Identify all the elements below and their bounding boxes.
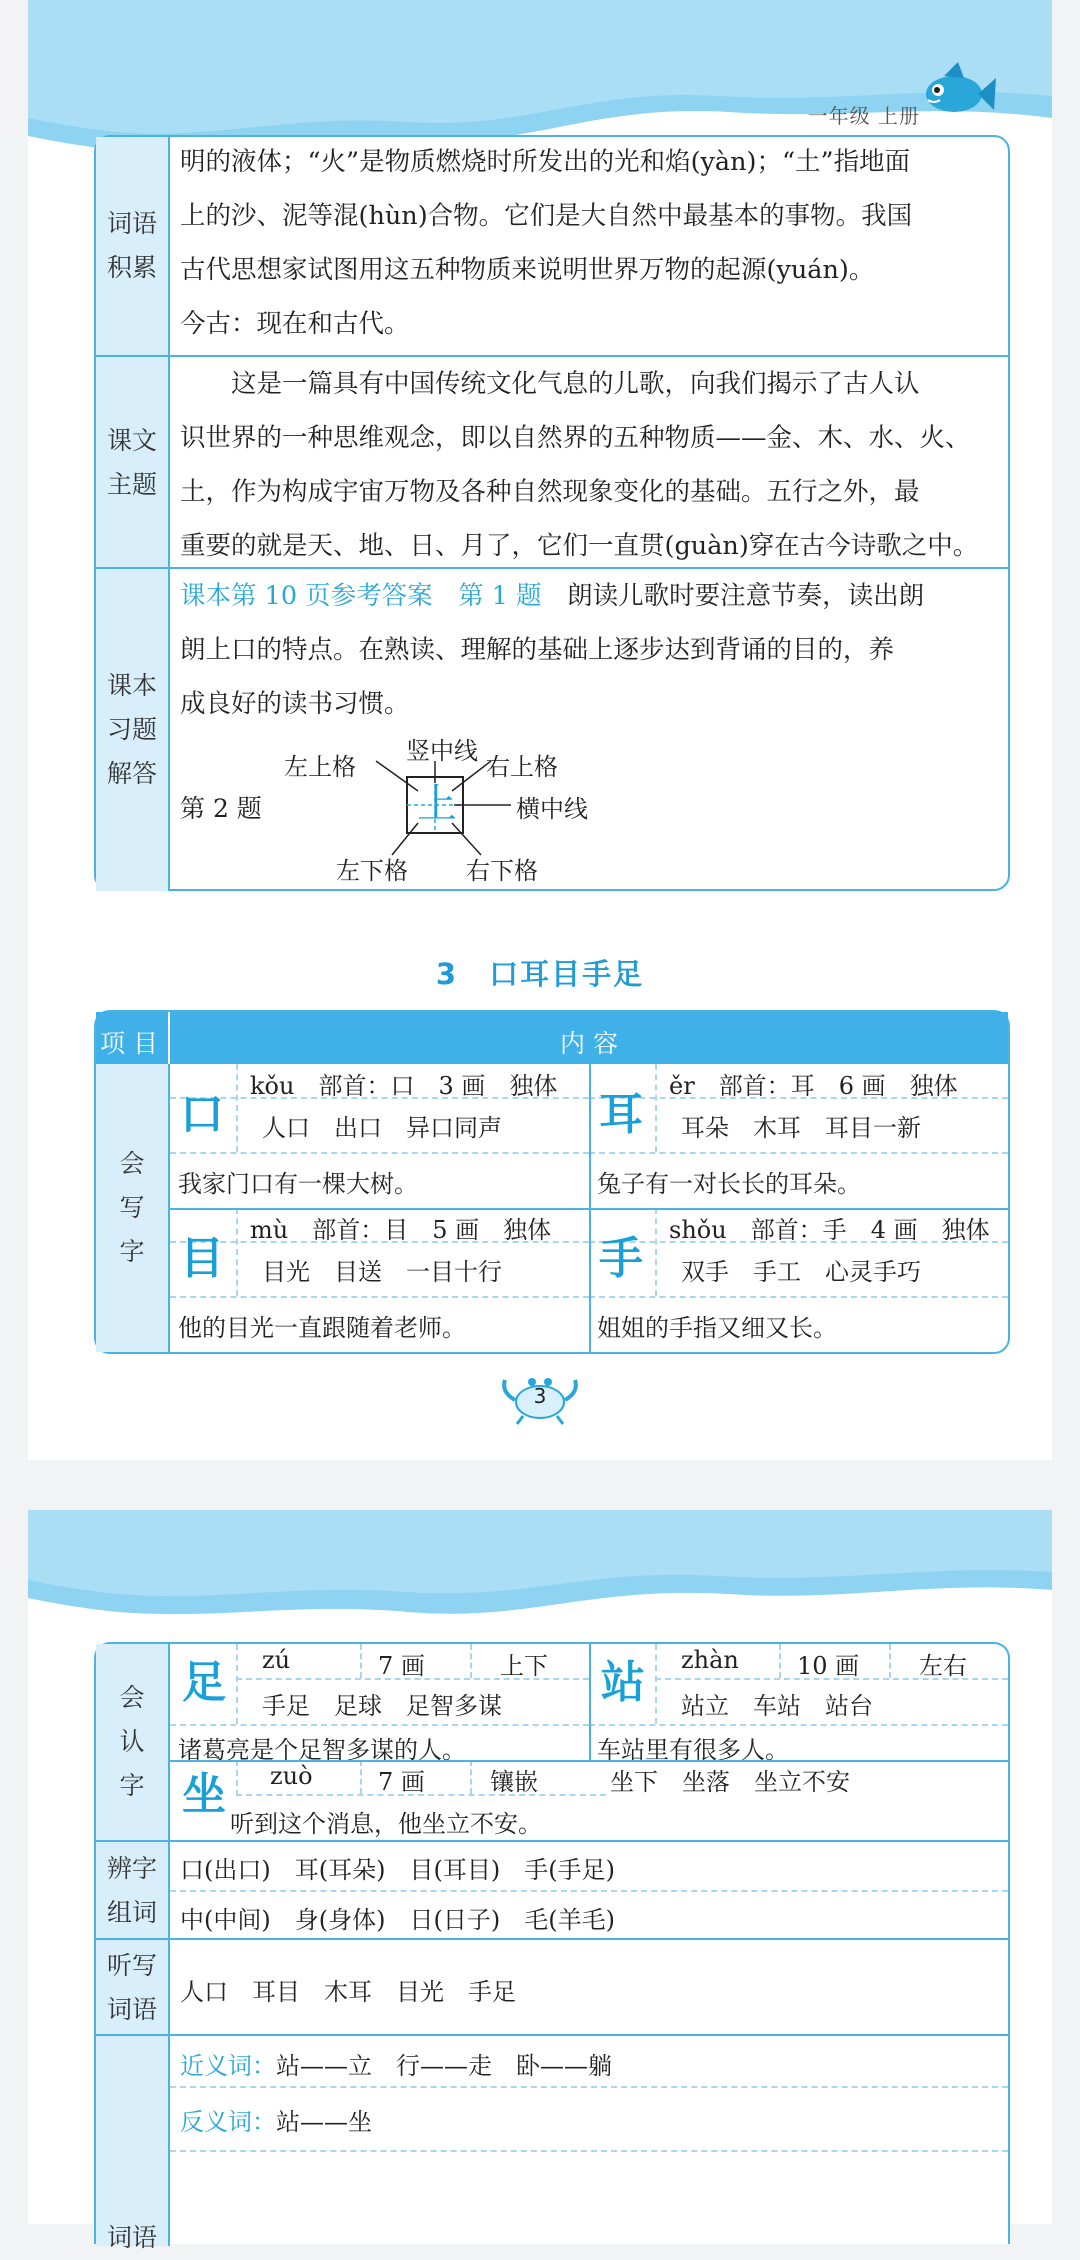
big-char: 手 (599, 1233, 643, 1284)
q1-text: 朗读儿歌时要注意节奏，读出朗 (567, 581, 925, 611)
example-sentence: 我家门口有一棵大树。 (178, 1170, 418, 1198)
word-item: 木耳 (324, 1978, 372, 2006)
example-sentence: 姐姐的手指又细又长。 (597, 1314, 837, 1342)
pinyin: zuò (270, 1762, 313, 1790)
word-item: 耳朵 (681, 1114, 729, 1142)
example-sentence: 车站里有很多人。 (597, 1736, 789, 1764)
word-item: 日(日子) (409, 1906, 501, 1934)
fanyi-line (180, 2102, 372, 2137)
big-char: 足 (182, 1657, 226, 1708)
cell-divider (589, 1296, 1008, 1298)
text-line: 古代思想家试图用这五种物质来说明世界万物的起源(yuán)。 (180, 255, 875, 285)
word-item: 目(耳目) (409, 1856, 501, 1884)
word-item: 出口 (334, 1114, 382, 1142)
tianzige-diagram (286, 739, 626, 889)
stroke-count: 6 画 (838, 1072, 886, 1100)
bianzi-line-1 (180, 1850, 615, 1885)
jinyi-line (180, 2046, 612, 2081)
textbook-page-1 (28, 0, 1052, 1460)
diagram-label-top: 竖中线 (406, 737, 478, 765)
fanyi-words: 站——坐 (276, 2108, 372, 2136)
row-kewen-zhuti (96, 355, 1008, 569)
word-item: 木耳 (753, 1114, 801, 1142)
cell-divider (236, 1064, 238, 1152)
row-xiti-jieda (96, 567, 1008, 891)
example-sentence: 他的目光一直跟随着老师。 (178, 1314, 466, 1342)
grade-label: 一年级 上册 (807, 104, 920, 128)
cell-divider (360, 1760, 362, 1794)
char-words (262, 1686, 502, 1721)
word-item: 双手 (681, 1258, 729, 1286)
char-words (681, 1686, 873, 1721)
text-line: 这是一篇具有中国传统文化气息的儿歌，向我们揭示了古人认 (231, 369, 920, 399)
write-chars-table (94, 1010, 1010, 1354)
word-item: 手工 (753, 1258, 801, 1286)
big-char: 耳 (599, 1089, 643, 1140)
pinyin: zú (262, 1646, 291, 1674)
structure: 独体 (503, 1216, 552, 1244)
text-line: 成良好的读书习惯。 (180, 689, 410, 719)
label-text: 认 (119, 1727, 145, 1756)
label-text: 词语 (106, 209, 157, 238)
row-hui-ren-zi (96, 1644, 1008, 1840)
read-char-card (170, 1644, 589, 1764)
label-xiti-jieda (96, 569, 170, 891)
cell-divider (889, 1644, 891, 1678)
word-item: 足球 (334, 1692, 382, 1720)
structure: 独体 (909, 1072, 958, 1100)
char-words (681, 1108, 921, 1143)
pinyin: mù (250, 1216, 289, 1244)
text-line: 识世界的一种思维观念，即以自然界的五种物质——金、木、水、火、 (180, 423, 971, 453)
bianzi-line-2 (180, 1900, 615, 1935)
example-sentence: 诸葛亮是个足智多谋的人。 (178, 1736, 466, 1764)
structure: 独体 (509, 1072, 558, 1100)
cell-divider (236, 1760, 238, 1796)
row-divider (170, 2150, 1008, 2152)
cell-divider (470, 1760, 472, 1794)
big-char: 口 (180, 1089, 224, 1140)
pinyin: ěr (669, 1072, 695, 1100)
word-item: 足智多谋 (406, 1692, 502, 1720)
row-ci-yu (96, 2034, 1008, 2252)
text-line: 土，作为构成宇宙万物及各种自然现象变化的基础。五行之外，最 (180, 477, 920, 507)
label-text: 字 (119, 1771, 145, 1800)
stroke-count: 4 画 (870, 1216, 918, 1244)
word-item: 坐下 (610, 1768, 658, 1796)
stroke-count: 5 画 (432, 1216, 480, 1244)
text-line: 明的液体；“火”是物质燃烧时所发出的光和焰(yàn)；“土”指地面 (180, 147, 911, 177)
q2-label: 第 2 题 (180, 794, 262, 823)
char-words (681, 1252, 921, 1287)
diagram-label-bottom-left: 左下格 (336, 857, 408, 885)
word-item: 一目十行 (406, 1258, 502, 1286)
char-words (262, 1108, 502, 1143)
word-item: 手足 (468, 1978, 516, 2006)
row-divider (170, 1760, 1008, 1762)
cell-divider (655, 1064, 657, 1152)
page-number-badge (28, 1370, 1052, 1430)
label-hui-xie-zi (96, 1064, 170, 1352)
diagram-label-top-right: 右上格 (486, 753, 558, 781)
word-item: 口(出口) (180, 1856, 271, 1884)
cell-divider (470, 1644, 472, 1678)
word-item: 目送 (334, 1258, 382, 1286)
label-text: 课文 (106, 426, 157, 455)
word-item: 站台 (825, 1692, 873, 1720)
cell-divider (655, 1644, 657, 1724)
text-line (180, 569, 994, 623)
label-bian-zi-zu-ci (96, 1842, 170, 1940)
label-ciyu-jilei (96, 137, 170, 355)
tingxie-words (180, 1972, 516, 2007)
structure: 镶嵌 (490, 1768, 538, 1796)
stroke-count: 10 画 (797, 1652, 860, 1680)
pinyin: shǒu (669, 1216, 727, 1244)
row-ciyu-jilei (96, 137, 1008, 355)
page-number: 3 (533, 1384, 547, 1408)
cell-divider (170, 1152, 589, 1154)
label-text: 积累 (106, 253, 157, 282)
label-text: 课本 (106, 671, 157, 700)
lesson-table-2 (94, 1642, 1010, 2252)
char-words (610, 1762, 850, 1797)
word-item: 耳目一新 (825, 1114, 921, 1142)
word-item: 手(手足) (524, 1856, 615, 1884)
text-line: 重要的就是天、地、日、月了，它们一直贯(guàn)穿在古今诗歌之中。 (180, 531, 979, 561)
char-words (262, 1252, 502, 1287)
word-item: 人口 (180, 1978, 228, 2006)
char-info (250, 1210, 551, 1245)
jinyi-label: 近义词： (180, 2052, 276, 2080)
row-divider (170, 1890, 1008, 1892)
fish-mascot-icon (914, 58, 998, 122)
radical: 部首：耳 (718, 1072, 815, 1100)
read-char-card (170, 1760, 1008, 1840)
diagram-label-top-left: 左上格 (284, 753, 356, 781)
label-text: 组词 (106, 1898, 157, 1927)
stroke-count: 3 画 (438, 1072, 486, 1100)
big-char: 站 (601, 1657, 645, 1708)
char-card (589, 1208, 1008, 1352)
cell-divider (170, 1724, 589, 1726)
structure: 左右 (919, 1652, 967, 1680)
textbook-page-2 (28, 1510, 1052, 2252)
cell-divider (236, 1208, 238, 1296)
stroke-count: 7 画 (378, 1768, 425, 1796)
label-kewen-zhuti (96, 357, 170, 569)
label-ci-yu (96, 2036, 170, 2252)
cell-divider (170, 1296, 589, 1298)
word-item: 坐落 (682, 1768, 730, 1796)
header-content: 内 容 (560, 1029, 618, 1058)
label-text: 听写 (106, 1951, 157, 1980)
word-item: 耳(耳朵) (294, 1856, 386, 1884)
q1-label: 课本第 10 页参考答案 第 1 题 (180, 581, 542, 611)
pinyin: kǒu (250, 1072, 295, 1100)
example-sentence: 兔子有一对长长的耳朵。 (597, 1170, 861, 1198)
word-item: 异口同声 (406, 1114, 502, 1142)
word-item: 人口 (262, 1114, 310, 1142)
word-item: 耳目 (252, 1978, 300, 2006)
jinyi-words: 站——立 行——走 卧——躺 (276, 2052, 612, 2080)
row-divider (170, 1208, 1008, 1210)
cell-divider (236, 1644, 238, 1724)
cell-divider (589, 1724, 1008, 1726)
row-ting-xie-ci-yu (96, 1938, 1008, 2036)
ciyu-text (180, 135, 994, 351)
cell-divider (779, 1644, 781, 1678)
diagram-label-right: 横中线 (516, 795, 588, 823)
big-char: 坐 (182, 1769, 226, 1820)
label-text: 字 (119, 1237, 145, 1266)
header-wave-banner (28, 1510, 1052, 1630)
char-info (669, 1066, 958, 1101)
cell-divider (589, 1152, 1008, 1154)
word-item: 目光 (396, 1978, 444, 2006)
word-item: 身(身体) (294, 1906, 386, 1934)
diagram-label-bottom-right: 右下格 (466, 857, 538, 885)
label-text: 习题 (106, 715, 157, 744)
char-info (669, 1210, 990, 1245)
structure: 独体 (941, 1216, 990, 1244)
header-item: 项 目 (100, 1029, 158, 1058)
lesson-notes-box (94, 135, 1010, 891)
column-divider (589, 1644, 591, 1760)
pinyin: zhàn (681, 1646, 739, 1674)
table-header (96, 1012, 1008, 1064)
label-text: 词语 (106, 2223, 157, 2252)
structure: 上下 (500, 1652, 548, 1680)
section-title: 3 口耳目手足 (435, 957, 645, 991)
zhuti-text (180, 357, 994, 573)
word-item: 站立 (681, 1692, 729, 1720)
diagram-char: 上 (417, 781, 457, 827)
row-bian-zi-zu-ci (96, 1840, 1008, 1940)
text-line: 上的沙、泥等混(hùn)合物。它们是大自然中最基本的事物。我国 (180, 201, 913, 231)
word-item: 坐立不安 (754, 1768, 850, 1796)
label-text: 会 (119, 1683, 145, 1712)
xiti-text (180, 569, 994, 731)
cell-divider (655, 1208, 657, 1296)
label-hui-ren-zi (96, 1644, 170, 1840)
text-line: 朗上口的特点。在熟读、理解的基础上逐步达到背诵的目的，养 (180, 635, 895, 665)
char-info (250, 1066, 557, 1101)
word-item: 心灵手巧 (825, 1258, 921, 1286)
row-divider (170, 2086, 1008, 2088)
label-text: 解答 (106, 759, 157, 788)
radical: 部首：手 (750, 1216, 847, 1244)
label-ting-xie-ci-yu (96, 1940, 170, 2036)
label-text: 会 (119, 1149, 145, 1178)
char-card (589, 1064, 1008, 1208)
text-line: 今古：现在和古代。 (180, 309, 410, 339)
word-item: 毛(羊毛) (524, 1906, 615, 1934)
char-card (170, 1064, 589, 1208)
example-sentence: 听到这个消息，他坐立不安。 (230, 1810, 542, 1838)
label-text: 辨字 (106, 1854, 157, 1883)
big-char: 目 (180, 1233, 224, 1284)
label-text: 主题 (106, 470, 157, 499)
word-item: 目光 (262, 1258, 310, 1286)
word-item: 中(中间) (180, 1906, 271, 1934)
label-text: 写 (119, 1193, 145, 1222)
cell-divider (360, 1644, 362, 1678)
radical: 部首：口 (318, 1072, 415, 1100)
radical: 部首：目 (312, 1216, 409, 1244)
read-char-card (589, 1644, 1008, 1764)
stroke-count: 7 画 (378, 1652, 425, 1680)
label-text: 词语 (106, 1995, 157, 2024)
fanyi-label: 反义词： (180, 2108, 276, 2136)
word-item: 车站 (753, 1692, 801, 1720)
char-card (170, 1208, 589, 1352)
word-item: 手足 (262, 1692, 310, 1720)
